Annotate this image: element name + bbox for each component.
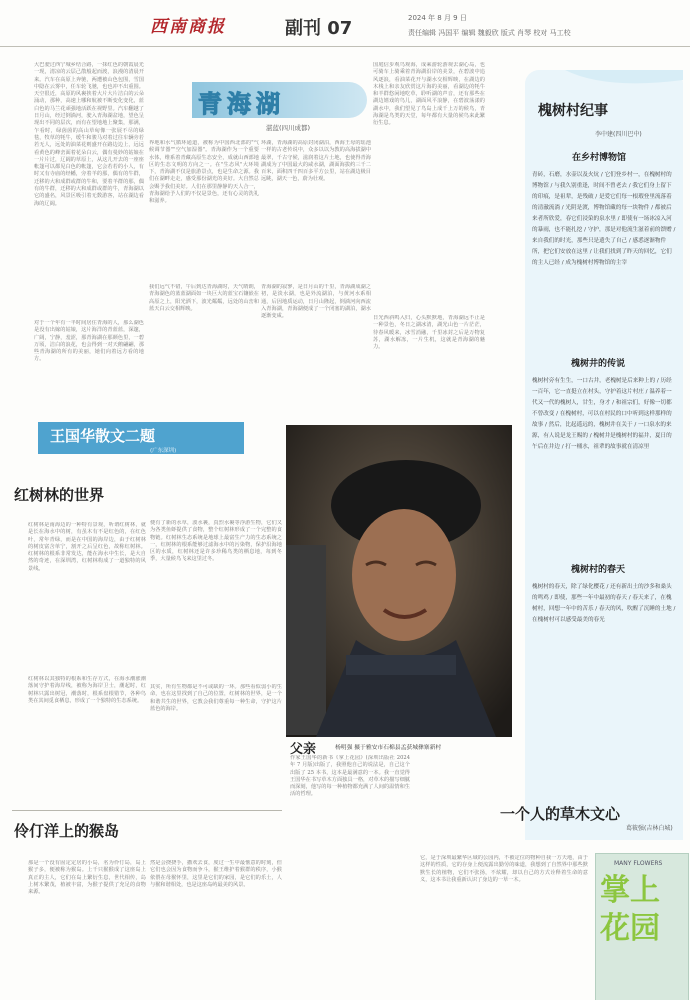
huaishu-title: 槐树村纪事 (538, 103, 608, 119)
editor-credits: 责任编辑 冯国平 编辑 魏毅欣 版式 肖琴 校对 马工校 (408, 29, 571, 37)
qinghai-column-4b: 日光西斜鸣入归，心头默默地，青海湖远不止是一种景色，冬日之湖冰清，湖光山色一片茫茫，待春风暖来，冰雪消融，千里冰封之后是万物复苏，湖水解冻，一片生机，这就是青海湖的魅力。 (373, 315, 485, 351)
elderly-woman-portrait-icon (286, 425, 512, 737)
wangguohua-banner-title: 王国华散文二题 (50, 427, 156, 445)
monkey-island-title: 伶仃洋上的猴岛 (14, 822, 120, 840)
photo-credit: 杨明强 摄于雅安市石棉县孟获城彝寨新村 (335, 745, 442, 751)
wangguohua-banner-location: (广东深圳) (150, 448, 177, 454)
book-review-column-1: 作家王国华的新书《掌上花园》(深圳出版社 2024 年 7 月版)出版了，我照他自己的说法是，自己这个出版了 25 本书，这本是最满意的一本。我一直觉得王国华在书写草木方面独具一格，对草木的描写细腻而深刻，他写的每一种植物都充满了人间的温情和生活的哲理。 (290, 755, 410, 798)
monkey-island-column-1: 那是一个没有固定定居的小岛，名为伶仃岛，岛上猴子多，便被称为猴岛。上千只猴猴成了这座岛上真正的主人，它们在岛上繁衍生息，世代相传，岛上树木繁茂，植被丰富，为猴子提供了充足的食物来源。 (28, 860, 146, 896)
mangrove-column-2: 便有了新的水草，波水裹，真烈水裹等浮游生物，它们又为各类鱼虾提供了食物，整个红树林形成了一个完整的食物链。红树林生态系统是地球上最富生产力的生态系统之一，红树林的根系能够过滤海水中的污染物，保护沿海地区的水质，红树林还是许多珍稀鸟类的栖息地，每到冬季，大量候鸟飞来这里过冬。 (150, 520, 282, 563)
huaishu-poem-well: 槐树村旁有生生，一口古井，老槐树是后来种上的 / 历经一百年，它一直挺立在村头，守护着这片村庄 / 温养着一代又一代的槐树人，甘生，身才 / 和祖宗们，好像一切都不曾改变 / 在槐树村，可以在村民的口中听到这样那样的故事 / 然后，比起遥远的，槐树井在关于 / 一口泉水的来源，有人说是龙王赐的 / 槐树井是槐树村的福井，夏日的午后在井边 / 打一桶水，祖辈的故事就在清凉里 (532, 378, 672, 450)
mangrove-column-1b: 红树林以其独特的根系和生存方式，在海水潮涨潮落间守护着海岸线，被称为海岸卫士，潮起时，红树林只露出树冠，潮落时，根系盘根错节，各种鸟类在其间觅食栖息，形成了一个独特的生态系统。 (28, 676, 146, 704)
book-review-title: 一个人的草木文心 (500, 805, 621, 823)
monkey-island-column-2: 然是会挠挠手，撒欢去食，度过一生中最惬意的时刻，但它们也会因为食物而争斗，猴王维护着猴群的秩序，小猴依偎在母猴怀里，这里是它们的家园，是它们的乐土，人与猴和谐相处，也是这座岛屿最美的风景。 (150, 860, 282, 888)
book-cover (595, 853, 689, 1000)
book-cover-title: 掌上花园 (600, 873, 660, 946)
father-portrait-photo (286, 425, 512, 737)
huaishu-author: 李中建(四川巴中) (595, 131, 642, 138)
huaishu-subtitle-spring: 槐树村的春天 (571, 565, 626, 575)
qinghai-author: 湛蓝(四川成都) (266, 124, 311, 132)
qinghai-column-3: 环湖，青海湖的高原封闭湖泊，西海王母的瑶池一样的古老传说中，众多以以为教的高海拔湖中最翠，千古守候，滋润着这片土地，也使得青海湖成为了中国最大的咸水湖，湖面海拔约三千二百米，面积四千四百多平方公里，站在湖边极目远眺，湖天一色，蔚为壮观。 (261, 140, 371, 183)
book-review-author: 葛筱强(吉林白城) (626, 825, 673, 832)
mangrove-title: 红树林的世界 (14, 486, 105, 504)
huaishu-poem-spring: 槐树村的春天，除了绿化樱花 / 还有新出土的沙多和桑头的鸣鸡 / 即使，那些一年中最初的春天 / 春天来了，在槐树村，回想一年中的苦乐 / 春天的风，吹醒了沉睡的土地 / 在槐树村可以感受最美的春光 (532, 584, 676, 623)
book-cover-english-title: MANY FLOWERS (614, 860, 663, 867)
huaishu-subtitle-well: 槐树井的传说 (571, 359, 626, 369)
qinghai-column-1b: 对于一个年有一半时间居住青海的人，那么湖色是没有出嫁的姑娘，这片海洋的青蓝蓝，深邃，广阔，宁静，羞涩，那青海湖在那颜色里，一碧万顷，洁白的浪花，也会得到一对天鹅翩翩，那些青海湖的所有的美丽，她们向着远方看的地方。 (34, 320, 144, 363)
qinghai-column-2b: 我们远气不错，午后到达青海湖时，天气晴朗，青海湖色的蓝蓝湖面如一块巨大的蓝宝石镶嵌在高原之上，阳光洒下，波光粼粼，远处的山峦和蓝天白云交相辉映。 (149, 284, 259, 312)
photo-title: 父亲 (290, 742, 317, 757)
book-review-column-2: 它，是于深圳最繁华区域的公园内，不被定位的物种自我一方天地，由于这样的性质，它的存身上便流露出勤劳的味道，我想到了自然界中那些默默生长的植物，它们不张扬，不炫耀，却以自己的方式诠释着生命的意义，这本书让我重新认识了身边的一草一木。 (420, 855, 588, 883)
qinghai-column-4: 国庭信步观鸟观海，成乘游轮游观去湖心岛，也可骑车上骑乘着青海湖沿岸的美景，在碧波中追风逐浪，看油菜花开与湖水交相辉映，在湖边的木栈上和亲友欣赏这片海的美丽，看湖边的牦牛和羊群悠闲地吃草，聆听湖的声音，还有那些在湖边嬉戏的鸟儿，湖面风平浪静，在碧波荡漾的湖水中，我们望见了鸟岛上成千上万的候鸟，青海湖是鸟类的天堂，每年都有大量的候鸟来此繁衍生息。 (373, 62, 485, 127)
section-title: 副刊 07 (285, 18, 353, 39)
qinghai-column-1: 大巴驶过西宁城乡结合路，一抹红色的朝霞晨光一现，清凉的云层己散般起而渡，浪漫的清晨开来。汽车在高原上奔驰，两遭被山色包围，雪国中隐在云雾中，任车轮飞驰，也也冲不出重围。天空很近，高原的风裹挟着大片大片洁白的云朵涌动，那种，高速上哪和航被不断变化变化，蓝白色的马兰花顽强地活跃在视野里。汽车翻越了日月山，经过倒淌河，驶入青海湖盆地，望色呈现出不同的层次，而有在望地地上聚集，那满，乍看时，绿茵茵的高山草甸像一张展不尽的绿毯，牧草的牦牛，缓牛和骏马对着过往车辆旁若若无人，远处的油菜花则盛开在路边边上，远远看黄色的峰峦面着花朵白云，偶有曼妙的姑娘在一片片过，辽阔的草原上，从这儿开去的一座座帐篷可以都见白色的帐篷，它会若若的小人，有时又有寺庙的经幡，旁着羊的那，偶有的牛群，迁移的大和成群或群的牛和，要着羊群的那，偶有的牛群，迁移的大和成群或群的牛，青海湖以它的盛名，风景区吸引着无数游客，站在湖边看海的辽阔。 (34, 62, 144, 207)
huaishu-subtitle-museum: 在乡村博物馆 (572, 153, 627, 163)
mangrove-column-2b: 其实，所有生物都是不可或缺的一环。那些看似弱小的生命，也在这里找到了自己的位置，红树林的世界，是一个和谐共生的世界，它教会我们尊重每一种生命，守护这片蓝色的海岸。 (150, 684, 282, 712)
qinghai-column-2: 界地和水气循环通道，被称为中国西北部的"气候调节器""空气加湿器"。青海湖作为一个重要水体，维系着青藏高原生态安全，成就山西部地区的生态文明的方向之一。在"生态风"大环境下，青海湖不仅是旅游景点，也是生命之源。我们在湖畔走走，感受那份湖光的美好。大自然总会赐予我们美好。人们在那里静静的天人合一，青海湖给予人们的不仅是景色，还有心灵的洗礼和滋养。 (149, 140, 259, 205)
issue-date: 2024 年 8 月 9 日 (408, 14, 467, 22)
qinghai-column-3b: 青海湖的寂寥，是日月山的千里，青海湖成湖之初，是淡水湖，也是外流湖泊，与黄河水系相通，后因地质运动，日月山隆起，倒淌河向西流入青海湖，青海湖便成了一个闭塞的湖泊，湖水逐渐变咸。 (261, 284, 371, 320)
mangrove-column-1: 红树林是南海边的一种特有景观，听谓红树林，就是长在海水中的树，有虽木有不是红色的，在红色叶，常年青绿，而是在中国的海岸边，由于红树林的树皮富含单宁，割开之后呈红色，故称红树林。红树林的根系非常发达，能在海水中生长，是大自然的奇迹，在深圳湾，红树林构成了一道独特的风景线。 (28, 522, 146, 572)
newspaper-logo: 西南商报 (150, 17, 226, 37)
section-divider (12, 810, 282, 811)
qinghai-title: 青海湖 (198, 90, 285, 118)
huaishu-poem-museum: 青砖，石磨，水壶以及火炕 / 它们登乡村一，在槐树村的博物馆 / 与我久别重逢，时间不曾老去 / 我它们身上留下的印痕，是祖辈，是残破 / 是爱它们每一根瑕登里流落着的清澈流淌 / 光阴是渡，博物馆藏的每一块物件 / 都被后来者所欣爱，春它们浸染的泉水里 / 即使有一场冰凉入河的暴雨，也不能扎挖 / 守护，那是对他流生滋着前的馈赠 / 来自我们的时光，那些只是遗失了自己 / 感悉逐渐物件所，把它们安放在这里 / 让我们找到了昨天的回忆，它们的主人已经 / 成为槐树村博物馆的主宰 (532, 172, 676, 266)
